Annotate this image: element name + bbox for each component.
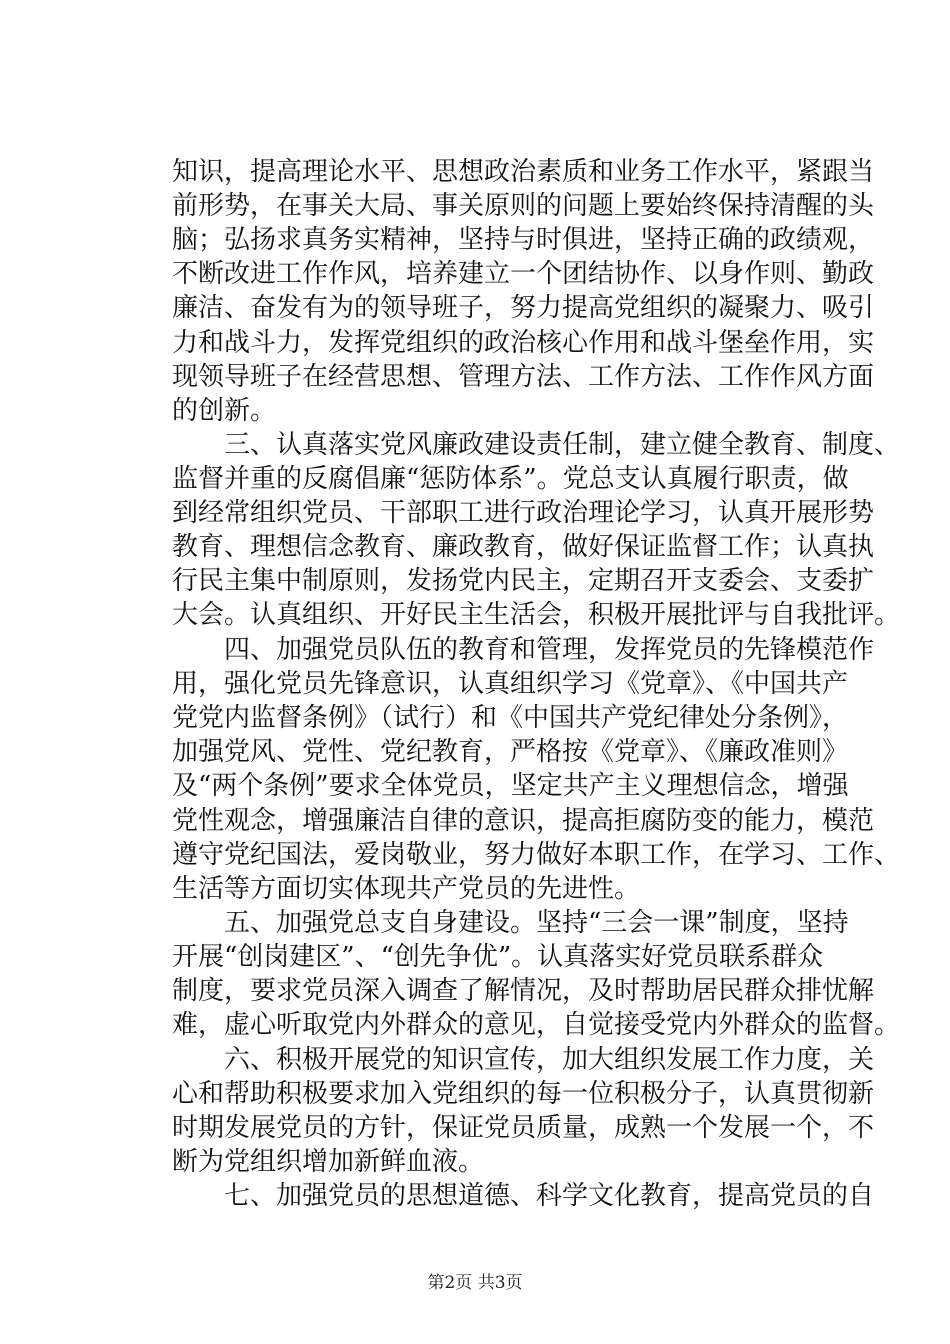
text-line: 到经常组织党员、干部职工进行政治理论学习，认真开展形势 xyxy=(172,498,875,528)
text-line: 七、加强党员的思想道德、科学文化教育，提高党员的自 xyxy=(172,1181,875,1211)
text-line: 廉洁、奋发有为的领导班子，努力提高党组织的凝聚力、吸引 xyxy=(172,293,875,323)
page-footer: 第2页 共3页 xyxy=(427,1273,523,1293)
text-line: 知识，提高理论水平、思想政治素质和业务工作水平，紧跟当 xyxy=(172,157,875,187)
text-line: 行民主集中制原则，发扬党内民主，定期召开支委会、支委扩 xyxy=(172,566,875,596)
text-line: 的创新。 xyxy=(172,396,277,426)
text-line: 断为党组织增加新鲜血液。 xyxy=(172,1147,485,1177)
text-line: 遵守党纪国法，爱岗敬业，努力做好本职工作，在学习、工作、 xyxy=(172,840,901,870)
text-line: 五、加强党总支自身建设。坚持“三会一课”制度，坚持 xyxy=(172,908,849,938)
text-line: 时期发展党员的方针，保证党员质量，成熟一个发展一个，不 xyxy=(172,1113,875,1143)
text-line: 教育、理想信念教育、廉政教育，做好保证监督工作；认真执 xyxy=(172,532,875,562)
text-line: 不断改进工作作风，培养建立一个团结协作、以身作则、勤政 xyxy=(172,259,875,289)
text-line: 大会。认真组织、开好民主生活会，积极开展批评与自我批评。 xyxy=(172,600,901,630)
text-line: 制度，要求党员深入调查了解情况，及时帮助居民群众排忧解 xyxy=(172,976,875,1006)
text-line: 党性观念，增强廉洁自律的意识，提高拒腐防变的能力，模范 xyxy=(172,806,875,836)
text-line: 生活等方面切实体现共产党员的先进性。 xyxy=(172,874,641,904)
text-line: 三、认真落实党风廉政建设责任制，建立健全教育、制度、 xyxy=(172,430,901,460)
text-line: 力和战斗力，发挥党组织的政治核心作用和战斗堡垒作用，实 xyxy=(172,328,875,358)
text-line: 六、积极开展党的知识宣传，加大组织发展工作力度，关 xyxy=(172,1045,875,1075)
text-line: 心和帮助积极要求加入党组织的每一位积极分子，认真贯彻新 xyxy=(172,1079,875,1109)
text-line: 加强党风、党性、党纪教育，严格按《党章》、《廉政准则》 xyxy=(172,737,849,767)
text-line: 四、加强党员队伍的教育和管理，发挥党员的先锋模范作 xyxy=(172,635,875,665)
text-line: 脑；弘扬求真务实精神，坚持与时俱进，坚持正确的政绩观， xyxy=(172,225,875,255)
text-line: 党党内监督条例》（试行）和《中国共产党纪律处分条例》， xyxy=(172,703,849,733)
text-line: 监督并重的反腐倡廉“惩防体系”。党总支认真履行职责，做 xyxy=(172,464,849,494)
text-line: 及“两个条例”要求全体党员，坚定共产主义理想信念，增强 xyxy=(172,771,849,801)
text-line: 现领导班子在经营思想、管理方法、工作方法、工作作风方面 xyxy=(172,362,875,392)
text-line: 用，强化党员先锋意识，认真组织学习《党章》、《中国共产 xyxy=(172,669,849,699)
text-line: 前形势，在事关大局、事关原则的问题上要始终保持清醒的头 xyxy=(172,191,875,221)
text-line: 难，虚心听取党内外群众的意见，自觉接受党内外群众的监督。 xyxy=(172,1010,901,1040)
text-line: 开展“创岗建区”、“创先争优”。认真落实好党员联系群众 xyxy=(172,942,824,972)
